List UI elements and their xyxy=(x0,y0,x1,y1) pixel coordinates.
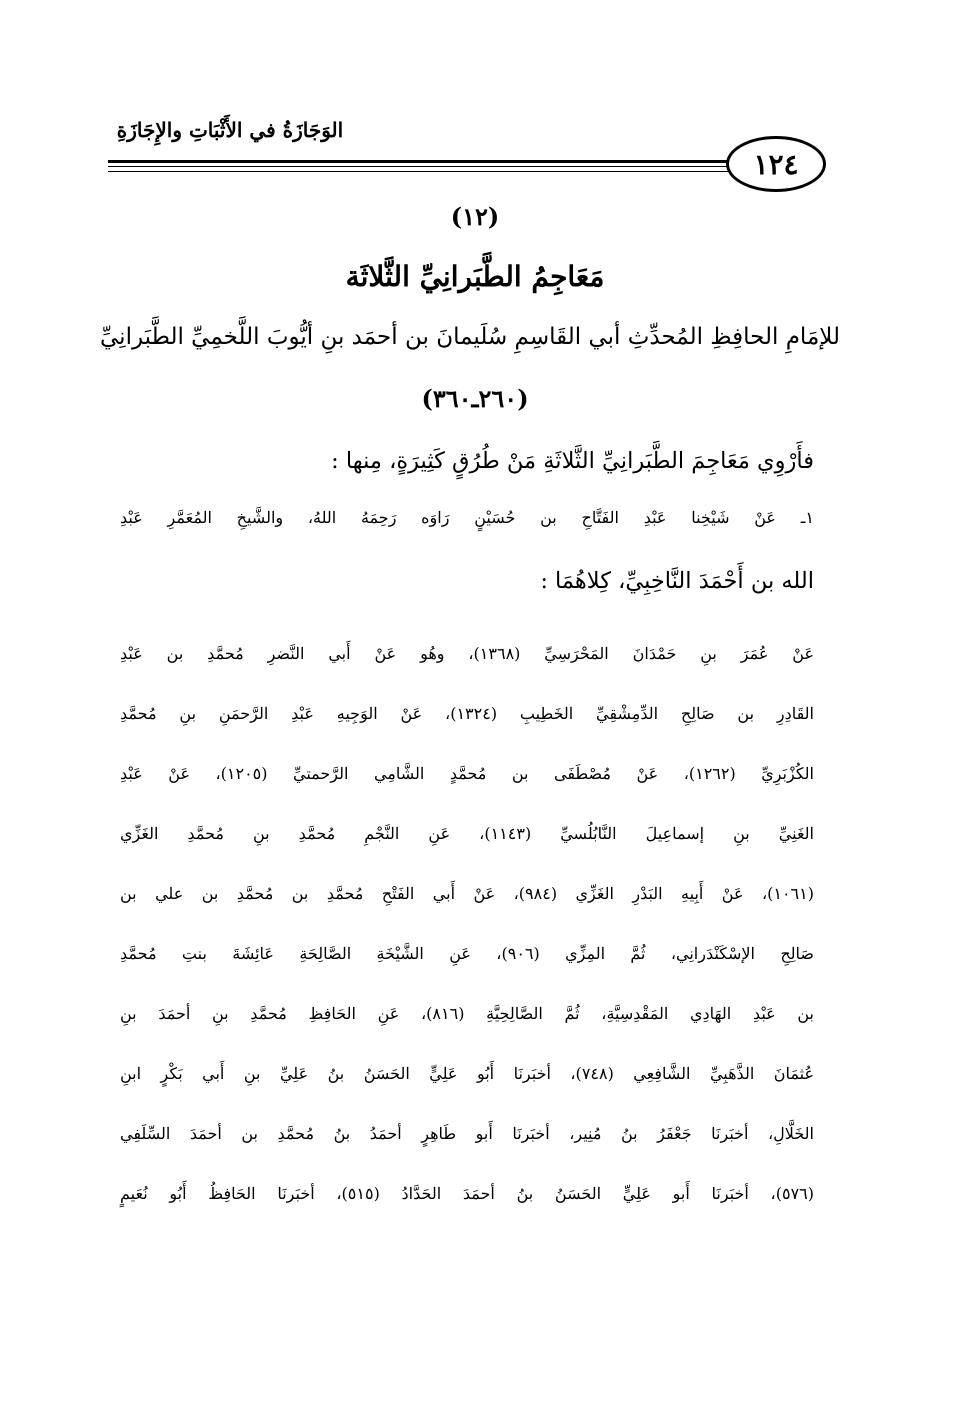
item-1-line: ١ـ عَنْ شَيْخِنا عَبْدِ الفَتَّاحِ بن حُسَيْنٍ رَاوَه رَحِمَهُ اللهُ، والشَّيخِ المُعَمَّرِ عَبْدِ xyxy=(120,508,814,527)
chain-text-line: (١٠٦١)، عَنْ أَبِيهِ البَدْرِ الغَزِّي (٩٨٤)، عَنْ أَبي الفَتْحِ مُحمَّدِ بن مُحمَّدِ بن علي بن xyxy=(120,884,814,903)
item-1-line: الله بن أَحْمَدَ النَّاخِبِيِّ، كِلاهُمَا : xyxy=(540,568,814,594)
section-title: مَعَاجِمُ الطَّبَرانِيِّ الثَّلاثَة xyxy=(345,260,605,293)
entry-number: (١٢) xyxy=(450,202,500,231)
author-dates: (٢٦٠ـ٣٦٠) xyxy=(421,384,529,413)
author-line: للإمَامِ الحافِظِ المُحدِّثِ أبي القَاسِمِ سُلَيمانَ بن أحمَد بنِ أيُّوبَ اللَّخمِيِّ الطَّبَرانِيِّ xyxy=(100,324,840,350)
chain-text-line: الغَنِيِّ بنِ إسماعِيلَ النَّابُلُسيِّ (١١٤٣)، عَنِ النَّجْمِ مُحمَّدِ بنِ مُحمَّدِ الغَزِّي xyxy=(120,824,814,843)
chain-text-line: الكُزْبَرِيِّ (١٢٦٢)، عَنْ مُصْطَفَى بن مُحمَّدٍ الشَّامِي الرَّحمتيِّ (١٢٠٥)، عَنْ عَبْدِ xyxy=(120,764,814,783)
header-rule-thin-2 xyxy=(108,171,728,172)
chain-text-line: صَالِحِ الإسْكَنْدَرانِي، ثُمَّ المِزِّي (٩٠٦)، عَنِ الشَّيْخَةِ الصَّالِحَةِ عَائِشَةَ بنتِ مُحمَّدِ xyxy=(120,944,815,963)
chain-text-line: (٥٧٦)، أخبَرنَا أَبو عَلِيٍّ الحَسَنُ بنُ أحمَدَ الحَدَّادُ (٥١٥)، أخبَرنَا الحَافِظُ أَبُو نُعَيمٍ xyxy=(120,1184,814,1203)
chain-text-line: بن عَبْدِ الهَادِي المَقْدِسِيَّةِ، ثُمَّ الصَّالِحِيَّةِ (٨١٦)، عَنِ الحَافِظِ مُحمَّدِ بنِ أحمَدَ بنِ xyxy=(120,1004,815,1023)
page-number-badge: ١٢٤ xyxy=(726,136,826,192)
header-rule xyxy=(108,160,728,163)
chain-text-line: القَادِرِ بن صَالِحِ الدِّمِشْقِيِّ الخَطِيبِ (١٣٢٤)، عَنْ الوَجِيهِ عَبْدِ الرَّحمَنِ بنِ مُحمَّدِ xyxy=(120,704,814,723)
chain-text-line: عَنْ عُمَرَ بنِ حَمْدَانَ المَحْرَسِيِّ (١٣٦٨)، وهُو عَنْ أَبي النَّضرِ مُحمَّدِ بن عَبْدِ xyxy=(120,644,814,663)
intro-paragraph: فأَرْوِي مَعَاجِمَ الطَّبَرانِيِّ الثَّلاثَةِ مَنْ طُرُقٍ كَثِيرَةٍ، مِنها : xyxy=(331,448,814,474)
chain-text-line: الخَلَّالِ، أخبَرنَا جَعْفَرُ بنُ مُنِير، أخبَرنَا أَبو طَاهِرٍ أحمَدُ بنُ مُحمَّدِ بن أحمَدَ السِّلَفِي xyxy=(120,1124,814,1143)
running-header-title: الوَجَازَةُ في الأَثْبَاتِ والإِجَازَةِ xyxy=(116,118,344,142)
header-rule-thin xyxy=(108,166,728,167)
chain-text-line: عُثمَانَ الذَّهَبِيِّ الشَّافِعِي (٧٤٨)، أخبَرنَا أَبُو عَلِيٍّ الحَسَنُ بنُ عَلِيِّ بنِ أَبي بَكْرٍ ابنِ xyxy=(120,1064,815,1083)
